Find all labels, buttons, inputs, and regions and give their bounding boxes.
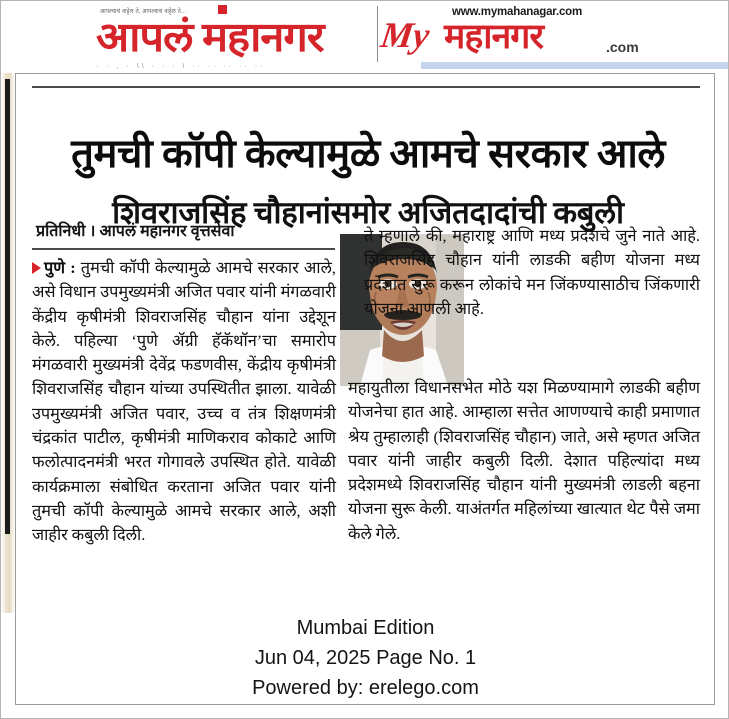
page-gutter-shadow	[5, 79, 10, 534]
article-dateline: पुणे :	[44, 258, 76, 277]
article-frame	[15, 73, 715, 705]
article-byline: प्रतिनिधी । आपलं महानगर वृत्तसेवा	[36, 223, 235, 240]
masthead-tagline: आपल्याचं वाट्टेल ते, आपल्याचं वाट्टेल ते...	[100, 8, 187, 16]
masthead	[1, 1, 729, 69]
byline-rule	[32, 248, 335, 250]
article-subheadline: शिवराजसिंह चौहानांसमोर अजितदादांची कबुली	[112, 194, 624, 230]
masthead-logo-mahanagar: महानगर	[444, 17, 543, 56]
page-title: तुमची कॉपी केल्यामुळे आमचे सरकार आले	[71, 130, 665, 176]
footer-powered-by: Powered by: erelego.com	[252, 677, 479, 699]
footer-date-page: Jun 04, 2025 Page No. 1	[254, 647, 477, 669]
masthead-left-logo	[96, 3, 376, 67]
masthead-logo-my: My	[378, 15, 432, 55]
masthead-logo-com: .com	[606, 39, 639, 55]
article-column-left	[32, 256, 336, 548]
masthead-title: आपलं महानगर	[96, 14, 324, 60]
article-body-left: तुमची कॉपी केल्यामुळे आमचे सरकार आले, असे विधान उपमुख्यमंत्री अजित पवार यांनी मंगळवारी केंद्रीय कृषीमंत्री शिवराजसिंह चौहान यांना उद्देशून केले. पहिल्या ‘पुणे ॲग्री हॅकॅथॉन’चा समारोप मंगळवारी मुख्यमंत्री देवेंद्र फडणवीस, केंद्रीय कृषीमंत्री शिवराजसिंह चौहान यांच्या उपस्थितीत झाला. यावेळी उपमुख्यमंत्री अजित पवार, उच्च व तंत्र शिक्षणमंत्री चंद्रकांत पाटील, कृषीमंत्री माणिकराव कोकाटे आणि फलोत्पादनमंत्री भरत गोगावले उपस्थित होते. यावेळी कार्यक्रमाला संबोधित करताना अजित पवार यांनी तुमची कॉपी केल्यामुळे आमचे सरकार आले, अशी जाहीर कबुली दिली.	[32, 258, 336, 545]
headline-top-rule	[32, 86, 700, 88]
dateline-arrow-icon	[32, 262, 41, 274]
footer-edition: Mumbai Edition	[296, 617, 435, 639]
masthead-clipped-text: · · , · \\ · · · \ ·· ·· ·· ·· ··	[96, 63, 266, 69]
tagline-square-icon	[218, 5, 227, 14]
masthead-right-logo	[378, 3, 666, 67]
article-column-right-top: ते म्हणाले की, महाराष्ट्र आणि मध्य प्रदेशचे जुने नाते आहे. शिवराजसिंह चौहान यांनी लाडकी बहीण योजना मध्य प्रदेशात सुरू करून लोकांचे मन जिंकण्यासाठीच जिंकणारी योजना आणली आहे.	[364, 226, 700, 318]
masthead-inner	[96, 3, 666, 67]
masthead-website-url[interactable]: www.mymahanagar.com	[452, 6, 582, 18]
article-column-right-bottom: महायुतीला विधानसभेत मोठे यश मिळण्यामागे लाडकी बहीण योजनेचा हात आहे. आम्हाला सत्तेत आणण्याचे काही प्रमाणात श्रेय तुम्हालाही (शिवराजसिंह चौहान) जाते, असे म्हणत अजित पवार यांनी जाहीर कबुली दिली. देशात पहिल्यांदा मध्य प्रदेशमध्ये शिवराजसिंह चौहान यांनी मुख्यमंत्री लाडली बहना योजना सुरू केली. याअंतर्गत महिलांच्या खात्यात थेट पैसे जमा केले गेले.	[348, 378, 700, 543]
clipping-footer	[1, 613, 729, 703]
